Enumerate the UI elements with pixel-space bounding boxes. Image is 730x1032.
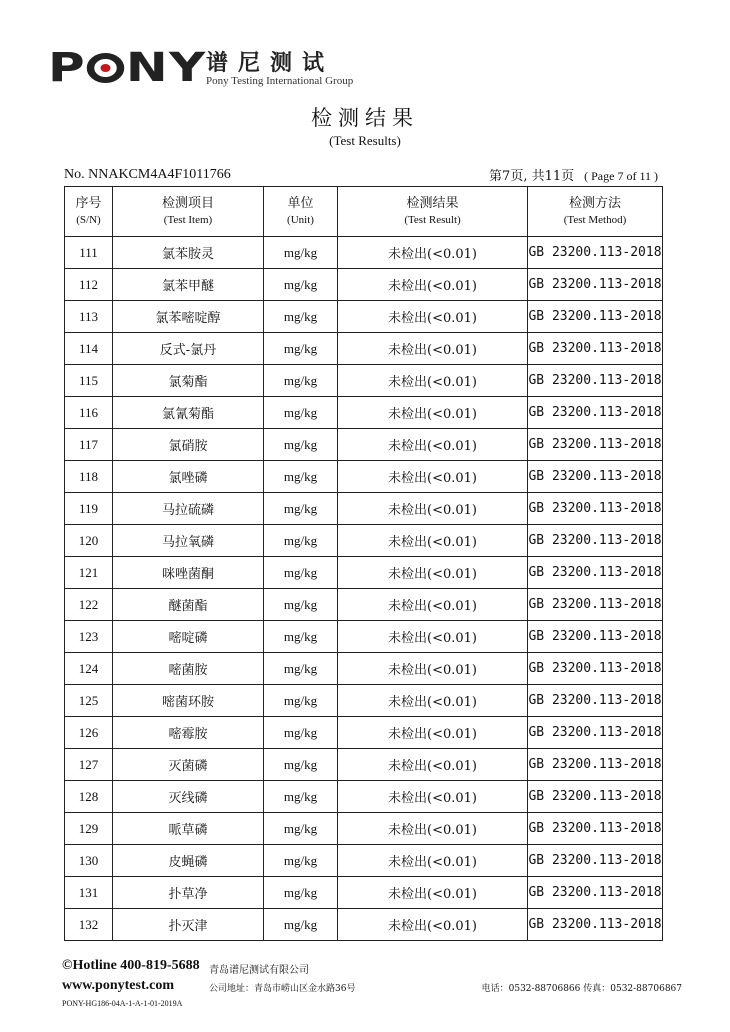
cell-sn: 120 — [65, 525, 113, 557]
cell-sn: 113 — [65, 301, 113, 333]
cell-result: 未检出(<0.01) — [338, 365, 528, 397]
table-row — [65, 493, 663, 525]
table-body — [65, 237, 663, 941]
table-row — [65, 621, 663, 653]
cell-result: 未检出(<0.01) — [338, 397, 528, 429]
cell-unit: mg/kg — [264, 525, 338, 557]
table-row — [65, 525, 663, 557]
cell-method: GB 23200.113-2018 — [528, 461, 663, 493]
cell-unit: mg/kg — [264, 685, 338, 717]
cell-unit: mg/kg — [264, 845, 338, 877]
cell-result: 未检出(<0.01) — [338, 749, 528, 781]
table-row — [65, 333, 663, 365]
cell-item: 扑草净 — [113, 877, 264, 909]
header-test-item: 检测项目 (Test Item) — [113, 187, 264, 237]
cell-result: 未检出(<0.01) — [338, 269, 528, 301]
cell-unit: mg/kg — [264, 237, 338, 269]
table-row — [65, 749, 663, 781]
cell-sn: 122 — [65, 589, 113, 621]
cell-method: GB 23200.113-2018 — [528, 301, 663, 333]
page-title-cn: 检测结果 — [311, 106, 419, 130]
cell-method: GB 23200.113-2018 — [528, 621, 663, 653]
cell-sn: 121 — [65, 557, 113, 589]
cell-result: 未检出(<0.01) — [338, 877, 528, 909]
cell-method: GB 23200.113-2018 — [528, 813, 663, 845]
table-header-row — [65, 187, 663, 237]
header-unit: 单位 (Unit) — [264, 187, 338, 237]
cell-sn: 125 — [65, 685, 113, 717]
cell-item: 氯硝胺 — [113, 429, 264, 461]
table-row — [65, 845, 663, 877]
cell-sn: 111 — [65, 237, 113, 269]
cell-item: 哌草磷 — [113, 813, 264, 845]
cell-sn: 129 — [65, 813, 113, 845]
cell-unit: mg/kg — [264, 781, 338, 813]
website-link[interactable]: www.ponytest.com — [62, 978, 174, 993]
table-row — [65, 653, 663, 685]
cell-unit: mg/kg — [264, 493, 338, 525]
cell-item: 氯苯胺灵 — [113, 237, 264, 269]
cell-method: GB 23200.113-2018 — [528, 429, 663, 461]
table-row — [65, 269, 663, 301]
cell-item: 马拉硫磷 — [113, 493, 264, 525]
table-row — [65, 237, 663, 269]
page-info-cn: 第7页, 共11页 — [489, 169, 575, 184]
cell-result: 未检出(<0.01) — [338, 557, 528, 589]
hotline: ©Hotline 400-819-5688 — [62, 958, 200, 973]
table-row — [65, 877, 663, 909]
cell-sn: 116 — [65, 397, 113, 429]
cell-result: 未检出(<0.01) — [338, 781, 528, 813]
cell-sn: 131 — [65, 877, 113, 909]
cell-item: 嘧霉胺 — [113, 717, 264, 749]
table-row — [65, 365, 663, 397]
cell-item: 灭线磷 — [113, 781, 264, 813]
page-footer — [62, 958, 682, 1018]
phone-fax: 电话：0532-88706866 传真：0532-88706867 — [481, 984, 682, 994]
cell-unit: mg/kg — [264, 813, 338, 845]
brand-name-en: Pony Testing International Group — [206, 75, 354, 87]
table-row — [65, 685, 663, 717]
cell-result: 未检出(<0.01) — [338, 813, 528, 845]
cell-item: 氯唑磷 — [113, 461, 264, 493]
cell-sn: 126 — [65, 717, 113, 749]
cell-method: GB 23200.113-2018 — [528, 781, 663, 813]
report-number: No. NNAKCM4A4F1011766 — [64, 167, 231, 182]
cell-item: 反式-氯丹 — [113, 333, 264, 365]
cell-method: GB 23200.113-2018 — [528, 557, 663, 589]
cell-sn: 123 — [65, 621, 113, 653]
table-row — [65, 909, 663, 941]
table-row — [65, 429, 663, 461]
cell-result: 未检出(<0.01) — [338, 589, 528, 621]
cell-result: 未检出(<0.01) — [338, 461, 528, 493]
cell-item: 扑灭津 — [113, 909, 264, 941]
cell-sn: 115 — [65, 365, 113, 397]
header-test-method: 检测方法 (Test Method) — [528, 187, 663, 237]
cell-method: GB 23200.113-2018 — [528, 269, 663, 301]
cell-unit: mg/kg — [264, 877, 338, 909]
company-name: 青岛谱尼测试有限公司 — [209, 965, 309, 976]
cell-unit: mg/kg — [264, 653, 338, 685]
cell-result: 未检出(<0.01) — [338, 621, 528, 653]
cell-unit: mg/kg — [264, 429, 338, 461]
cell-result: 未检出(<0.01) — [338, 685, 528, 717]
cell-unit: mg/kg — [264, 269, 338, 301]
cell-method: GB 23200.113-2018 — [528, 749, 663, 781]
cell-unit: mg/kg — [264, 397, 338, 429]
cell-result: 未检出(<0.01) — [338, 333, 528, 365]
cell-unit: mg/kg — [264, 333, 338, 365]
company-address: 公司地址：青岛市崂山区金水路36号 — [209, 984, 356, 994]
cell-method: GB 23200.113-2018 — [528, 237, 663, 269]
cell-method: GB 23200.113-2018 — [528, 397, 663, 429]
cell-item: 马拉氧磷 — [113, 525, 264, 557]
cell-result: 未检出(<0.01) — [338, 909, 528, 941]
cell-item: 灭菌磷 — [113, 749, 264, 781]
cell-item: 嘧菌胺 — [113, 653, 264, 685]
cell-unit: mg/kg — [264, 621, 338, 653]
cell-result: 未检出(<0.01) — [338, 717, 528, 749]
brand-name-cn: 谱尼测试 — [206, 51, 335, 76]
table-row — [65, 301, 663, 333]
cell-unit: mg/kg — [264, 365, 338, 397]
cell-result: 未检出(<0.01) — [338, 301, 528, 333]
cell-item: 氯氰菊酯 — [113, 397, 264, 429]
table-row — [65, 717, 663, 749]
logo-o-icon — [87, 53, 125, 83]
test-results-table — [64, 186, 663, 941]
cell-sn: 124 — [65, 653, 113, 685]
cell-method: GB 23200.113-2018 — [528, 717, 663, 749]
cell-method: GB 23200.113-2018 — [528, 845, 663, 877]
cell-unit: mg/kg — [264, 909, 338, 941]
table-row — [65, 781, 663, 813]
cell-item: 氯苯甲醚 — [113, 269, 264, 301]
cell-unit: mg/kg — [264, 301, 338, 333]
cell-method: GB 23200.113-2018 — [528, 685, 663, 717]
pony-logo: P NY — [48, 45, 207, 91]
cell-method: GB 23200.113-2018 — [528, 525, 663, 557]
cell-sn: 128 — [65, 781, 113, 813]
cell-item: 咪唑菌酮 — [113, 557, 264, 589]
table-row — [65, 397, 663, 429]
page-info — [489, 165, 658, 184]
cell-unit: mg/kg — [264, 557, 338, 589]
cell-unit: mg/kg — [264, 589, 338, 621]
cell-unit: mg/kg — [264, 461, 338, 493]
cell-result: 未检出(<0.01) — [338, 493, 528, 525]
cell-sn: 112 — [65, 269, 113, 301]
cell-item: 嘧菌环胺 — [113, 685, 264, 717]
page-info-en: ( Page 7 of 11 ) — [584, 169, 658, 183]
cell-sn: 118 — [65, 461, 113, 493]
cell-method: GB 23200.113-2018 — [528, 365, 663, 397]
table-row — [65, 589, 663, 621]
cell-unit: mg/kg — [264, 717, 338, 749]
form-code: PONY-HG186-04A-1-A-1-01-2019A — [62, 999, 183, 1008]
cell-result: 未检出(<0.01) — [338, 237, 528, 269]
cell-sn: 119 — [65, 493, 113, 525]
cell-method: GB 23200.113-2018 — [528, 877, 663, 909]
cell-result: 未检出(<0.01) — [338, 653, 528, 685]
cell-method: GB 23200.113-2018 — [528, 333, 663, 365]
cell-method: GB 23200.113-2018 — [528, 653, 663, 685]
cell-sn: 117 — [65, 429, 113, 461]
cell-item: 醚菌酯 — [113, 589, 264, 621]
cell-result: 未检出(<0.01) — [338, 429, 528, 461]
cell-method: GB 23200.113-2018 — [528, 909, 663, 941]
header-sn: 序号 (S/N) — [65, 187, 113, 237]
cell-item: 氯苯嘧啶醇 — [113, 301, 264, 333]
cell-method: GB 23200.113-2018 — [528, 589, 663, 621]
cell-sn: 127 — [65, 749, 113, 781]
table-row — [65, 461, 663, 493]
cell-sn: 132 — [65, 909, 113, 941]
page-title-en: (Test Results) — [329, 133, 401, 148]
cell-result: 未检出(<0.01) — [338, 525, 528, 557]
cell-item: 氯菊酯 — [113, 365, 264, 397]
company-header — [48, 44, 448, 92]
cell-sn: 114 — [65, 333, 113, 365]
cell-sn: 130 — [65, 845, 113, 877]
cell-method: GB 23200.113-2018 — [528, 493, 663, 525]
table-row — [65, 813, 663, 845]
header-test-result: 检测结果 (Test Result) — [338, 187, 528, 237]
cell-item: 皮蝇磷 — [113, 845, 264, 877]
table-row — [65, 557, 663, 589]
cell-unit: mg/kg — [264, 749, 338, 781]
cell-result: 未检出(<0.01) — [338, 845, 528, 877]
cell-item: 嘧啶磷 — [113, 621, 264, 653]
